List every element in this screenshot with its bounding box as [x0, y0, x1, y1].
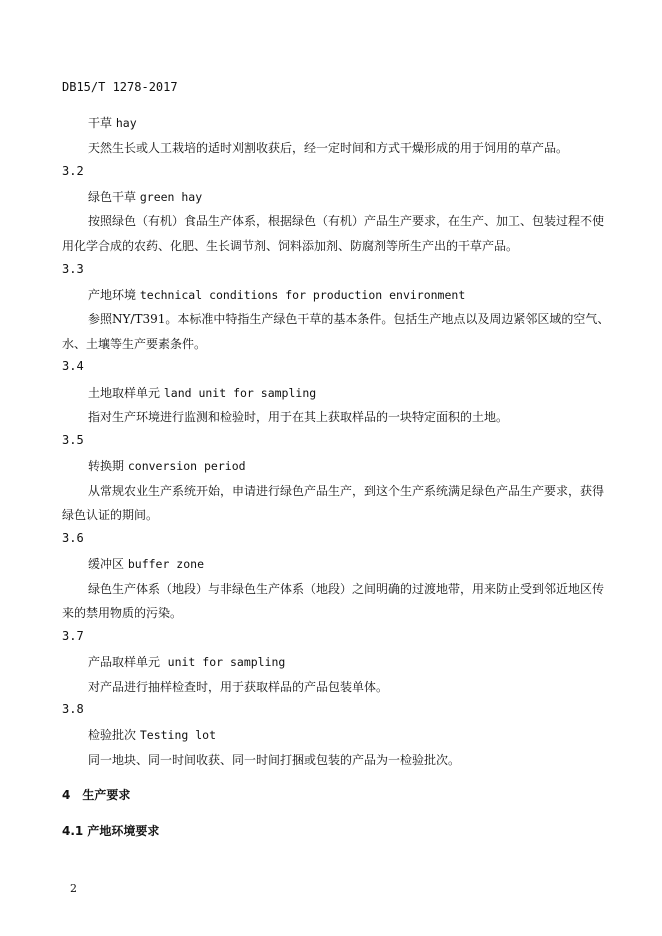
- term-green-hay: [88, 188, 202, 205]
- term-cn: 产品取样单元: [88, 655, 161, 669]
- definition-line: 用化学合成的农药、化肥、生长调节剂、饲料添加剂、防腐剂等所生产出的干草产品。: [62, 239, 519, 253]
- term-product-unit: [88, 653, 285, 670]
- definition-line: 天然生长或人工栽培的适时刈割收获后，经一定时间和方式干燥形成的用于饲用的草产品。: [88, 141, 569, 155]
- term-en: conversion period: [127, 459, 246, 473]
- clause-number: 3.2: [62, 164, 84, 178]
- definition-line: 水、土壤等生产要素条件。: [62, 337, 207, 351]
- term-cn: 绿色干草: [88, 190, 137, 204]
- term-en: green hay: [139, 190, 203, 204]
- clause-number: 3.6: [62, 531, 84, 545]
- term-cn: 缓冲区: [88, 557, 125, 571]
- page-number: 2: [70, 882, 77, 895]
- term-hay: [88, 114, 137, 131]
- definition-line: 参照NY/T391。本标准中特指生产绿色干草的基本条件。包括生产地点以及周边紧邻区域的空气、: [88, 312, 610, 326]
- definition-line: 同一地块、同一时间收获、同一时间打捆或包装的产品为一检验批次。: [88, 753, 461, 767]
- term-en: technical conditions for production environment: [139, 288, 466, 302]
- clause-number: 3.3: [62, 262, 84, 276]
- definition-line: 对产品进行抽样检查时，用于获取样品的产品包装单体。: [88, 680, 389, 694]
- section-heading-4: 4 生产要求: [62, 788, 131, 802]
- term-testing-lot: [88, 726, 216, 743]
- term-buffer-zone: [88, 555, 204, 572]
- term-cn: 产地环境: [88, 288, 137, 302]
- definition-line: 按照绿色（有机）食品生产体系，根据绿色（有机）产品生产要求，在生产、加工、包装过程不使: [88, 214, 605, 228]
- term-en: unit for sampling: [167, 655, 286, 669]
- term-cn: 转换期: [88, 459, 125, 473]
- term-land-unit: [88, 384, 316, 401]
- clause-number: 3.7: [62, 629, 84, 643]
- term-conversion-period: [88, 457, 246, 474]
- clause-number: 3.4: [62, 359, 84, 373]
- definition-line: 从常规农业生产系统开始，申请进行绿色产品生产，到这个生产系统满足绿色产品生产要求，获得: [88, 484, 605, 498]
- term-en: buffer zone: [127, 557, 205, 571]
- standard-code-header: DB15/T 1278-2017: [62, 80, 178, 94]
- term-cn: 检验批次: [88, 728, 137, 742]
- definition-line: 指对生产环境进行监测和检验时，用于在其上获取样品的一块特定面积的土地。: [88, 410, 509, 424]
- clause-number: 3.5: [62, 433, 84, 447]
- term-cn: 干草: [88, 116, 113, 130]
- definition-line: 绿色认证的期间。: [62, 508, 159, 522]
- term-en: land unit for sampling: [163, 386, 317, 400]
- clause-number: 3.8: [62, 702, 84, 716]
- term-production-environment: [88, 286, 465, 303]
- term-en: Testing lot: [139, 728, 217, 742]
- term-en: hay: [115, 116, 137, 130]
- term-cn: 土地取样单元: [88, 386, 161, 400]
- definition-line: 来的禁用物质的污染。: [62, 606, 183, 620]
- section-heading-4-1: 4.1 产地环境要求: [62, 824, 160, 838]
- definition-line: 绿色生产体系（地段）与非绿色生产体系（地段）之间明确的过渡地带，用来防止受到邻近地区传: [88, 582, 605, 596]
